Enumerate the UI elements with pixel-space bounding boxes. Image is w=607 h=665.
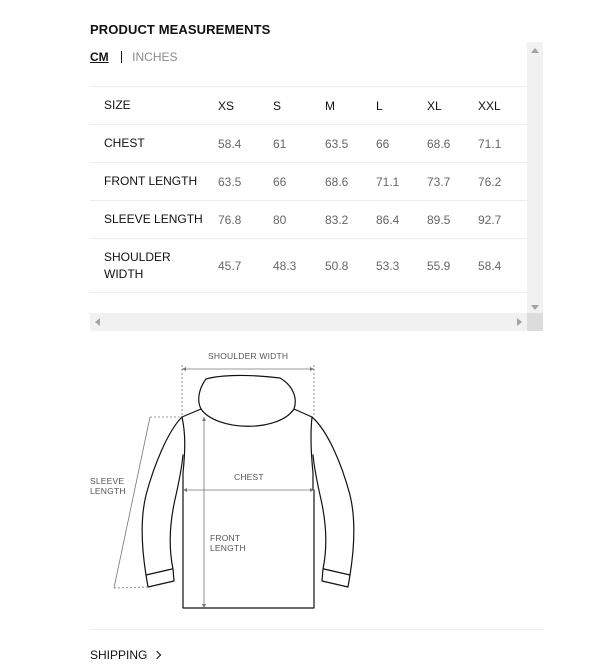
table-header-row [90, 87, 527, 125]
table-cell: 80 [273, 201, 325, 239]
unit-inches-option[interactable]: INCHES [132, 50, 178, 64]
size-header-s: S [273, 87, 325, 125]
table-cell: 48.3 [273, 239, 325, 293]
vertical-scrollbar[interactable] [527, 42, 543, 313]
size-header-xs: XS [218, 87, 273, 125]
table-scroll-area[interactable] [90, 42, 527, 313]
row-label-sleeve-length: SLEEVE LENGTH [90, 201, 218, 239]
sleeve-length-label: SLEEVE LENGTH [90, 476, 126, 496]
scroll-up-arrow-icon[interactable] [531, 48, 539, 53]
unit-toggle [90, 50, 178, 64]
table-row [90, 125, 527, 163]
scroll-left-arrow-icon[interactable] [95, 318, 100, 326]
shipping-accordion[interactable] [90, 648, 160, 662]
table-row [90, 239, 527, 293]
row-label-front-length: FRONT LENGTH [90, 163, 218, 201]
hoodie-measurement-diagram [88, 345, 368, 615]
table-cell: 73.7 [427, 163, 478, 201]
table-cell: 92.7 [478, 201, 527, 239]
table-cell: 55.9 [427, 239, 478, 293]
size-header-m: M [325, 87, 376, 125]
row-label-shoulder-width: SHOULDER WIDTH [90, 239, 218, 293]
shoulder-width-label: SHOULDER WIDTH [208, 351, 289, 361]
size-header-label: SIZE [90, 87, 218, 125]
table-cell: 68.6 [427, 125, 478, 163]
unit-cm-option[interactable]: CM [90, 50, 109, 64]
measurements-table [90, 86, 527, 293]
size-header-l: L [376, 87, 427, 125]
table-cell: 63.5 [325, 125, 376, 163]
shipping-label: SHIPPING [90, 648, 148, 662]
measurements-table-container [90, 42, 543, 331]
table-cell: 76.2 [478, 163, 527, 201]
table-cell: 76.8 [218, 201, 273, 239]
table-cell: 50.8 [325, 239, 376, 293]
table-row [90, 163, 527, 201]
table-cell: 61 [273, 125, 325, 163]
table-cell: 71.1 [478, 125, 527, 163]
table-cell: 66 [376, 125, 427, 163]
scrollbar-corner [527, 313, 543, 331]
table-cell: 71.1 [376, 163, 427, 201]
table-cell: 68.6 [325, 163, 376, 201]
table-row [90, 201, 527, 239]
horizontal-scrollbar[interactable] [90, 313, 527, 331]
section-divider [90, 629, 543, 630]
chest-label: CHEST [234, 472, 264, 482]
table-cell: 89.5 [427, 201, 478, 239]
front-length-label: FRONT LENGTH [210, 533, 246, 553]
unit-separator [121, 51, 123, 63]
scroll-down-arrow-icon[interactable] [531, 305, 539, 310]
table-cell: 58.4 [478, 239, 527, 293]
table-cell: 83.2 [325, 201, 376, 239]
section-title: PRODUCT MEASUREMENTS [90, 22, 271, 37]
size-header-xl: XL [427, 87, 478, 125]
table-cell: 86.4 [376, 201, 427, 239]
scroll-right-arrow-icon[interactable] [517, 318, 522, 326]
table-cell: 58.4 [218, 125, 273, 163]
size-header-xxl: XXL [478, 87, 527, 125]
chevron-right-icon [153, 651, 161, 659]
row-label-chest: CHEST [90, 125, 218, 163]
table-cell: 45.7 [218, 239, 273, 293]
table-cell: 66 [273, 163, 325, 201]
table-cell: 63.5 [218, 163, 273, 201]
table-cell: 53.3 [376, 239, 427, 293]
